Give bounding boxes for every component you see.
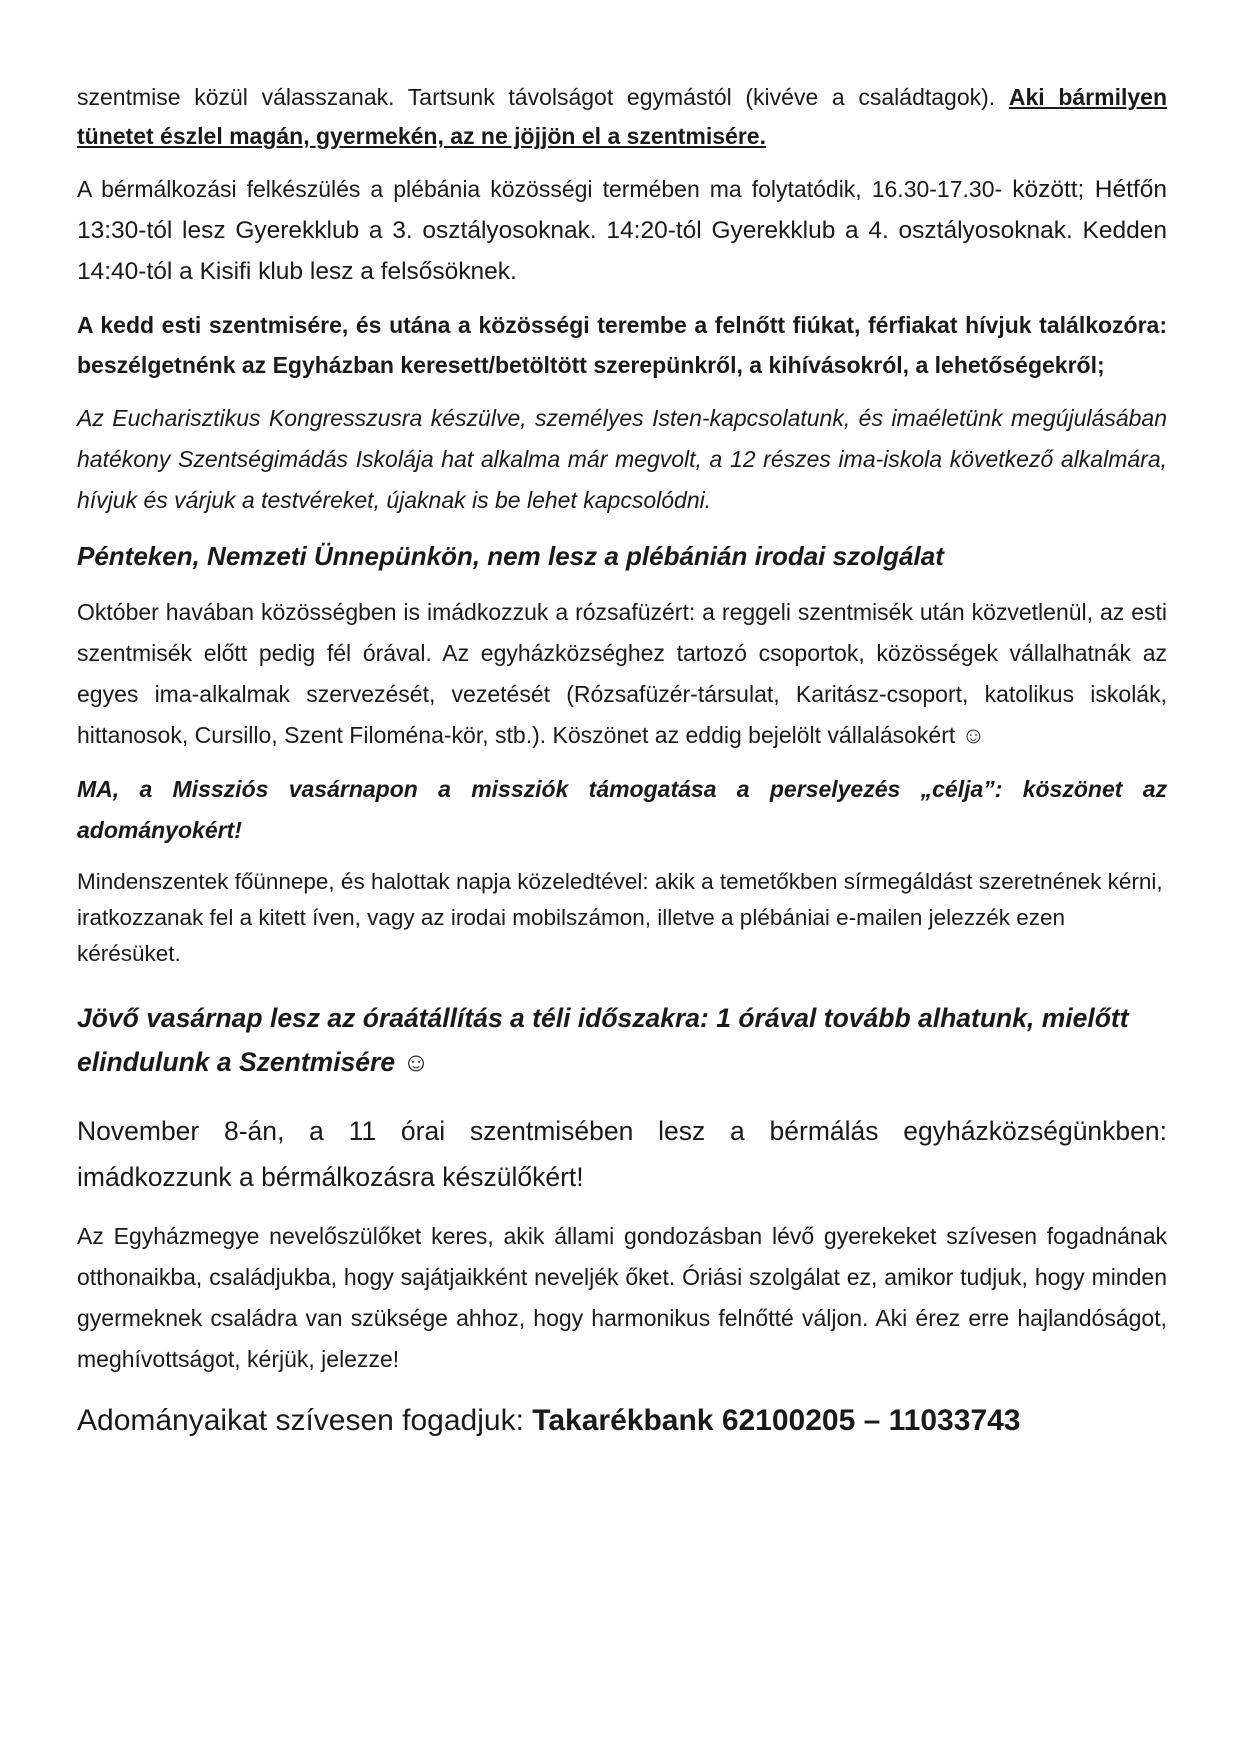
men-meeting-paragraph: A kedd esti szentmisére, és utána a közösségi terembe a felnőtt fiúkat, férfiakat hívjuk találkozóra: beszélgetnénk az Egyházban keresett/betöltött szerepünkről, a kihívásokról, a lehetőségekről; <box>77 312 1167 378</box>
all-saints-paragraph: Mindenszentek főünnepe, és halottak napja közeledtével: akik a temetőkben sírmegáldást szeretnének kérni, iratkozzanak fel a kitett íven, vagy az irodai mobilszámon, illetve a plébániai e-mailen jelezzék ezen kérésüket. <box>77 869 1163 966</box>
confirmation-schedule-paragraph <box>77 169 1167 292</box>
confirmation-date-paragraph: November 8-án, a 11 órai szentmisében lesz a bérmálás egyházközségünkben: imádkozzunk a bérmálkozásra készülőkért! <box>77 1116 1167 1192</box>
donation-line <box>77 1398 1167 1443</box>
friday-office-heading: Pénteken, Nemzeti Ünnepünkön, nem lesz a plébánián irodai szolgálat <box>77 541 944 571</box>
clock-change-heading: Jövő vasárnap lesz az óraátállítás a téli időszakra: 1 órával tovább alhatunk, mielőtt elindulunk a Szentmisére ☺ <box>77 1003 1129 1077</box>
bank-account: Takarékbank 62100205 – 11033743 <box>532 1404 1021 1437</box>
confirmation-schedule-part2: között; Hétfőn 13:30-tól lesz Gyerekklub a 3. osztályosoknak. 14:20-tól Gyerekklub a 4. osztályosoknak. Kedden 14:40-tól a Kisifi klub lesz a felsősöknek. <box>77 176 1167 285</box>
donation-label: Adományaikat szívesen fogadjuk: <box>77 1404 533 1437</box>
bulletin-page <box>77 78 1167 1443</box>
rosary-paragraph: Október havában közösségben is imádkozzuk a rózsafüzért: a reggeli szentmisék után közvetlenül, az esti szentmisék előtt pedig fél órával. Az egyházközséghez tartozó csoportok, közösségek vállalhatnák az egyes ima-alkalmak szervezését, vezetését (Rózsafüzér-társulat, Karitász-csoport, katolikus iskolák, hittanosok, Cursillo, Szent Filoména-kör, stb.). Köszönet az eddig bejelölt vállalásokért ☺ <box>77 599 1167 748</box>
distancing-text: szentmise közül válasszanak. Tartsunk távolságot egymástól (kivéve a családtagok). <box>77 84 1009 110</box>
symptom-warning: Aki bármilyen tünetet észlel magán, gyermekén, az ne jöjjön el a szentmisére. <box>77 84 1167 149</box>
foster-parents-paragraph: Az Egyházmegye nevelőszülőket keres, akik állami gondozásban lévő gyerekeket szívesen fogadnának otthonaikba, családjukba, hogy sajátjaikként neveljék őket. Óriási szolgálat ez, amikor tudjuk, hogy minden gyermeknek családra van szüksége ahhoz, hogy harmonikus felnőtté váljon. Aki érez erre hajlandóságot, meghívottságot, kérjük, jelezze! <box>77 1223 1167 1372</box>
confirmation-schedule-part1: A bérmálkozási felkészülés a plébánia közösségi termében ma folytatódik, 16.30-17.30- <box>77 176 1003 202</box>
adoration-school-paragraph: Az Eucharisztikus Kongresszusra készülve, személyes Isten-kapcsolatunk, és imaéletünk megújulásában hatékony Szentségimádás Iskolája hat alkalma már megvolt, a 12 részes ima-iskola következő alkalmára, hívjuk és várjuk a testvéreket, újaknak is be lehet kapcsolódni. <box>77 405 1167 513</box>
mission-sunday-paragraph: MA, a Missziós vasárnapon a missziók támogatása a perselyezés „célja”: köszönet az adományokért! <box>77 776 1167 843</box>
mass-distancing-paragraph <box>77 78 1167 156</box>
